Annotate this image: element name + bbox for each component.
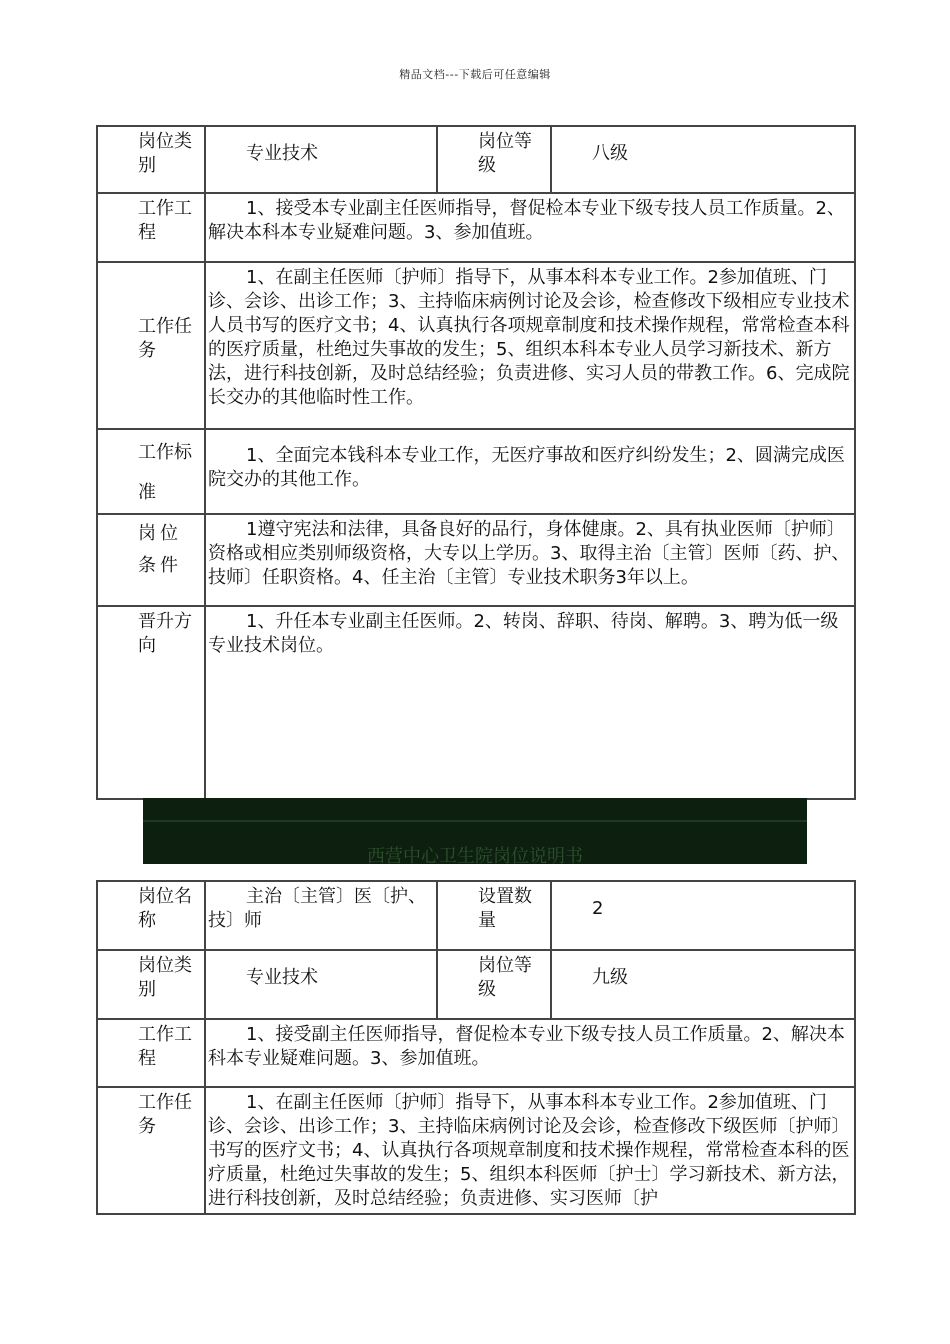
table-row (97, 1019, 855, 1087)
value-cell (205, 514, 855, 606)
table-row (97, 262, 855, 429)
value-cell (205, 126, 437, 193)
table-row (97, 126, 855, 193)
value-cell (205, 193, 855, 262)
value-cell (551, 126, 855, 193)
label-text: 设置数量 (478, 886, 532, 931)
value-cell (205, 1087, 855, 1214)
value-text: 八级 (592, 143, 628, 164)
label-text: 岗位类别 (138, 955, 192, 1000)
table-row (97, 881, 855, 950)
banner-band (143, 820, 807, 822)
label-cell (97, 193, 205, 262)
value-text: 1、升任本专业副主任医师。2、转岗、辞职、待岗、解聘。3、聘为低一级专业技术岗位。 (208, 611, 839, 656)
job-table-2 (96, 880, 856, 1215)
label-text: 工作工程 (138, 1024, 192, 1069)
label-cell (97, 606, 205, 799)
label-cell (97, 126, 205, 193)
table-row (97, 429, 855, 514)
label-cell (97, 1019, 205, 1087)
value-text: 九级 (592, 967, 628, 988)
value-cell (205, 881, 437, 950)
label-text: 工作标准 (138, 442, 192, 503)
label-text: 工作工程 (138, 198, 192, 243)
label-text: 岗位条件 (138, 523, 182, 576)
table-row (97, 1087, 855, 1214)
value-text: 专业技术 (246, 967, 318, 988)
job-table-1 (96, 125, 856, 800)
label-cell (97, 1087, 205, 1214)
value-text: 2 (592, 898, 604, 919)
label-cell (97, 262, 205, 429)
label-cell (97, 881, 205, 950)
value-cell (205, 262, 855, 429)
label-text: 岗位等级 (478, 131, 532, 176)
label-cell (437, 881, 551, 950)
value-text: 1、接受本专业副主任医师指导，督促检本专业下级专技人员工作质量。2、解决本科本专业疑难问题。3、参加值班。 (208, 198, 845, 243)
label-text: 工作任务 (138, 316, 192, 361)
table-row (97, 950, 855, 1019)
value-text: 1、在副主任医师〔护师〕指导下，从事本科本专业工作。2参加值班、门诊、会诊、出诊工作；3、主持临床病例讨论及会诊，检查修改下级医师〔护师〕书写的医疗文书；4、认真执行各项规章制度和技术操作规程，常常检查本科的医疗质量，杜绝过失事故的发生；5、组织本科医师〔护士〕学习新技术、新方法，进行科技创新，及时总结经验；负责进修、实习医师〔护 (208, 1092, 850, 1209)
label-text: 岗位名称 (138, 886, 192, 931)
value-text: 主治〔主管〕医〔护、技〕师 (208, 886, 426, 931)
value-text: 1、全面完本钱科本专业工作，无医疗事故和医疗纠纷发生；2、圆满完成医院交办的其他工作。 (208, 445, 845, 490)
value-text: 1、在副主任医师〔护师〕指导下，从事本科本专业工作。2参加值班、门诊、会诊、出诊工作；3、主持临床病例讨论及会诊，检查修改下级相应专业技术人员书写的医疗文书；4、认真执行各项规章制度和技术操作规程，常常检查本科的医疗质量，杜绝过失事故的发生；5、组织本科本专业人员学习新技术、新方法，进行科技创新，及时总结经验；负责进修、实习人员的带教工作。6、完成院长交办的其他临时性工作。 (208, 267, 850, 408)
value-cell (205, 606, 855, 799)
value-cell (551, 950, 855, 1019)
label-cell (97, 514, 205, 606)
value-cell (205, 950, 437, 1019)
page-header: 精品文档---下载后可任意编辑 (399, 68, 551, 81)
table-row (97, 514, 855, 606)
label-cell (97, 429, 205, 514)
label-text: 晋升方向 (138, 611, 192, 656)
value-cell (551, 881, 855, 950)
label-cell (437, 950, 551, 1019)
value-text: 1、接受副主任医师指导，督促检本专业下级专技人员工作质量。2、解决本科本专业疑难问题。3、参加值班。 (208, 1024, 845, 1069)
label-text: 岗位等级 (478, 955, 532, 1000)
value-text: 1遵守宪法和法律，具备良好的品行，身体健康。2、具有执业医师〔护师〕资格或相应类别师级资格，大专以上学历。3、取得主治〔主管〕医师〔药、护、技师〕任职资格。4、任主治〔主管〕专业技术职务3年以上。 (208, 519, 850, 588)
label-cell (437, 126, 551, 193)
value-cell (205, 429, 855, 514)
value-text: 专业技术 (246, 143, 318, 164)
table-row (97, 193, 855, 262)
table-row (97, 606, 855, 799)
section-banner (143, 798, 807, 864)
label-text: 工作任务 (138, 1092, 192, 1137)
banner-title: 西营中心卫生院岗位说明书 (367, 846, 583, 864)
label-cell (97, 950, 205, 1019)
label-text: 岗位类别 (138, 131, 192, 176)
value-cell (205, 1019, 855, 1087)
